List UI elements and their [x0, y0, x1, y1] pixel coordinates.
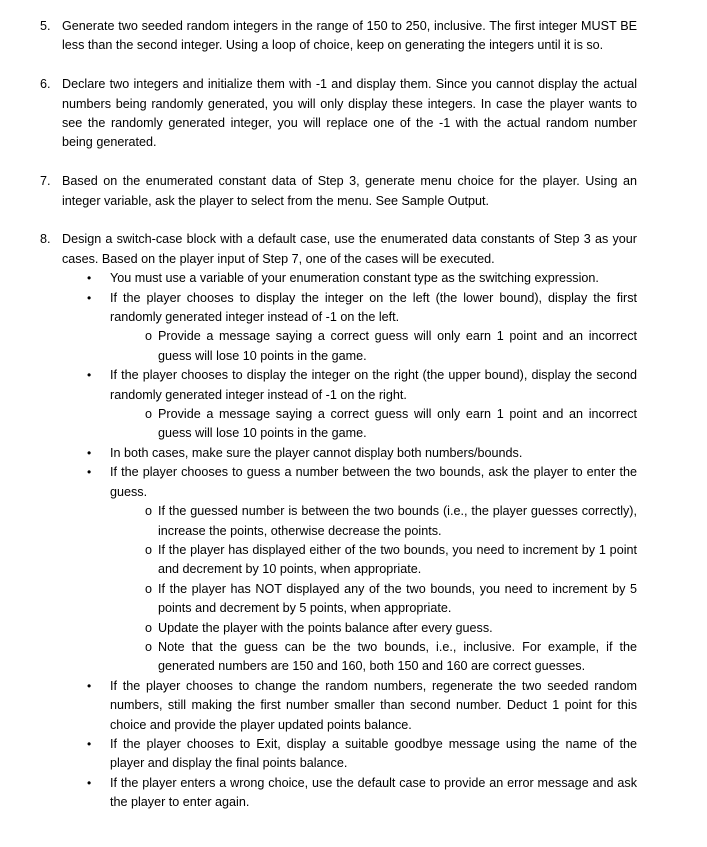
bullet-text: If the player enters a wrong choice, use the default case to provide an error message and ask the player to enter again.	[110, 775, 637, 810]
bullet-dot-icon: •	[87, 775, 92, 790]
sub-bullet-list	[110, 405, 637, 444]
step-text: Generate two seeded random integers in the range of 150 to 250, inclusive. The first integer MUST BE less than the second integer. Using a loop of choice, keep on generating the integers until it is so.	[62, 19, 637, 53]
bullet-text: If the player chooses to guess a number between the two bounds, ask the player to enter the guess.	[110, 465, 637, 499]
sub-bullet-text: Provide a message saying a correct guess will only earn 1 point and an incorrect guess will lose 10 points in the game.	[158, 329, 637, 363]
sub-bullet-item	[110, 638, 637, 677]
sub-bullet-item	[110, 502, 637, 541]
sub-bullet-text: If the guessed number is between the two bounds (i.e., the player guesses correctly), increase the points, otherwise decrease the points.	[158, 504, 637, 538]
circle-bullet-icon: o	[145, 542, 153, 557]
bullet-text: If the player chooses to display the integer on the right (the upper bound), display the second randomly generated integer instead of -1 on the right.	[110, 368, 637, 402]
bullet-item	[62, 289, 637, 367]
sub-bullet-text: If the player has NOT displayed any of the two bounds, you need to increment by 5 points and decrement by 5 points, when appropriate.	[158, 581, 637, 616]
paragraph-gap	[0, 211, 707, 230]
circle-bullet-icon: o	[145, 407, 153, 422]
bullet-item	[62, 269, 637, 288]
sub-bullet-list	[110, 502, 637, 677]
bullet-item	[62, 463, 637, 676]
bullet-dot-icon: •	[87, 290, 92, 305]
bullet-item	[62, 677, 637, 735]
bullet-item	[62, 444, 637, 463]
sub-bullet-list	[110, 327, 637, 366]
sub-bullet-text: Note that the guess can be the two bounds, i.e., inclusive. For example, if the generated numbers are 150 and 160, both 150 and 160 are correct guesses.	[158, 639, 637, 674]
bullet-item	[62, 366, 637, 444]
step-number: 8.	[40, 232, 51, 247]
paragraph-gap	[0, 56, 707, 75]
bullet-text: You must use a variable of your enumeration constant type as the switching expression.	[110, 271, 599, 286]
bullet-dot-icon: •	[87, 271, 92, 286]
circle-bullet-icon: o	[145, 639, 153, 654]
circle-bullet-icon: o	[145, 620, 153, 635]
circle-bullet-icon: o	[145, 329, 153, 344]
sub-bullet-text: Update the player with the points balance after every guess.	[158, 620, 493, 635]
bullet-text: If the player chooses to change the random numbers, regenerate the two seeded random numbers, still making the first number smaller than second number. Deduct 1 point for this choice and provide the player updated points balance.	[110, 678, 637, 732]
step-number: 5.	[40, 19, 51, 33]
sub-bullet-item	[110, 619, 637, 638]
circle-bullet-icon: o	[145, 581, 153, 596]
bullet-text: If the player chooses to Exit, display a suitable goodbye message using the name of the player and display the final points balance.	[110, 736, 637, 771]
bullet-dot-icon: •	[87, 678, 92, 693]
circle-bullet-icon: o	[145, 504, 153, 519]
step-8	[0, 230, 637, 269]
step-5	[0, 17, 637, 56]
sub-bullet-text: If the player has displayed either of the two bounds, you need to increment by 1 point and decrement by 10 points, when appropriate.	[158, 542, 637, 577]
bullet-dot-icon: •	[87, 736, 92, 751]
step-number: 6.	[40, 77, 51, 92]
sub-bullet-item	[110, 541, 637, 580]
bullet-dot-icon: •	[87, 465, 92, 480]
step-text: Design a switch-case block with a default case, use the enumerated data constants of Step 3 as your cases. Based on the player input of Step 7, one of the cases will be executed.	[62, 232, 637, 266]
step-number: 7.	[40, 174, 51, 189]
bullet-dot-icon: •	[87, 445, 92, 460]
bullet-item	[62, 735, 637, 774]
step-7	[0, 172, 637, 211]
step-text: Based on the enumerated constant data of Step 3, generate menu choice for the player. Using an integer variable, ask the player to select from the menu. See Sample Output.	[62, 174, 637, 208]
bullet-dot-icon: •	[87, 368, 92, 383]
step-8-bullet-list	[0, 269, 707, 812]
bullet-text: If the player chooses to display the integer on the left (the lower bound), display the first randomly generated integer instead of -1 on the left.	[110, 290, 637, 325]
sub-bullet-item	[110, 580, 637, 619]
sub-bullet-item	[110, 405, 637, 444]
document-page	[0, 17, 707, 813]
sub-bullet-text: Provide a message saying a correct guess will only earn 1 point and an incorrect guess will lose 10 points in the game.	[158, 407, 637, 441]
paragraph-gap	[0, 153, 707, 172]
bullet-item	[62, 774, 637, 813]
sub-bullet-item	[110, 327, 637, 366]
bullet-text: In both cases, make sure the player cannot display both numbers/bounds.	[110, 445, 523, 460]
step-text: Declare two integers and initialize them with -1 and display them. Since you cannot display the actual numbers being randomly generated, you will only display these integers. In case the player wants to see the randomly generated integer, you will replace one of the -1 with the actual random number being generated.	[62, 77, 637, 150]
step-6	[0, 75, 637, 153]
